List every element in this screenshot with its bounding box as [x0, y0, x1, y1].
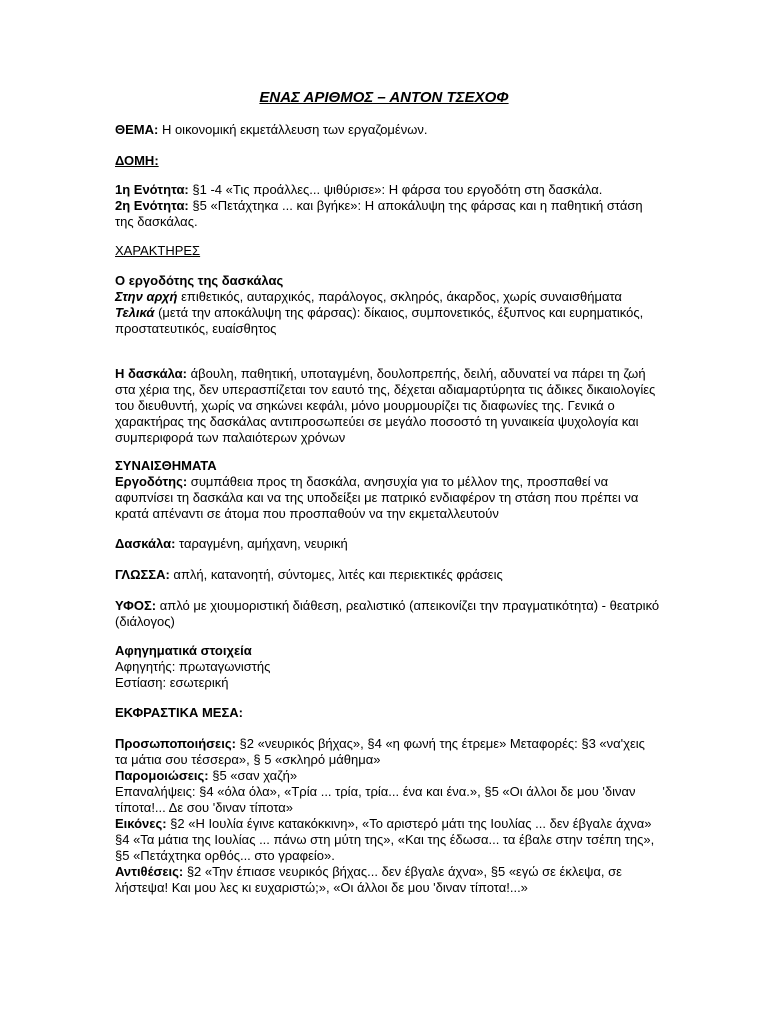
- feelings-teacher: [115, 536, 660, 552]
- devices-antitheses: [115, 864, 660, 896]
- employer-end-text: (μετά την αποκάλυψη της φάρσας): δίκαιος, συμπονετικός, έξυπνος και ευρηματικός, προστατευτικός, ευαίσθητος: [115, 305, 644, 336]
- teacher-character-text: άβουλη, παθητική, υποταγμένη, δουλοπρεπής, δειλή, αδυνατεί να πάρει τη ζωή στα χέρια της, δεν υπερασπίζεται τον εαυτό της, δέχεται αδιαμαρτύρητα τις άδικες δικαιολογίες του διευθυντή, χωρίς να σηκώνει κεφάλι, μόνο μουρμουρίζει τις διαφωνίες της. Γενικά ο χαρακτήρας της δασκάλας αντιπροσωπεύει σε μεγάλο ποσοστό τη γυναικεία ψυχολογία και συμπεριφορά των παλαιότερων χρόνων: [115, 366, 656, 445]
- characters-heading: ΧΑΡΑΚΤΗΡΕΣ: [115, 243, 201, 258]
- style-label: ΥΦΟΣ:: [115, 598, 157, 613]
- feelings-teacher-text: ταραγμένη, αμήχανη, νευρική: [175, 536, 348, 551]
- feelings-section: [115, 458, 660, 522]
- unit-1-text: §1 -4 «Τις προάλλες... ψιθύρισε»: Η φάρσα του εργοδότη στη δασκάλα.: [188, 182, 603, 197]
- theme-label: ΘΕΜΑ:: [115, 122, 159, 137]
- teacher-character-paragraph: [115, 366, 660, 446]
- similes-label: Παρομοιώσεις:: [115, 768, 209, 783]
- employer-section: [115, 273, 660, 337]
- devices-repetitions: Επαναλήψεις: §4 «όλα όλα», «Τρία ... τρία, τρία... ένα και ένα.», §5 «Οι άλλοι δε μου 'διναν τίποτα!... Δε σου 'διναν τίποτα»: [115, 784, 636, 815]
- unit-2: [115, 198, 660, 230]
- antitheses-text: §2 «Την έπιασε νευρικός βήχας... δεν έβγαλε άχνα», §5 «εγώ σε έκλεψα, σε λήστεψα! Και μου λες κι ευχαριστώ;», «Οι άλλοι δε μου 'διναν τίποτα!...»: [115, 864, 622, 895]
- antitheses-label: Αντιθέσεις:: [115, 864, 184, 879]
- employer-start-label: Στην αρχή: [115, 289, 178, 304]
- employer-end-label: Τελικά: [115, 305, 155, 320]
- narrative-section: [115, 643, 660, 691]
- style-paragraph: [115, 598, 660, 630]
- feelings-employer-text: συμπάθεια προς τη δασκάλα, ανησυχία για το μέλλον της, προσπαθεί να αφυπνίσει τη δασκάλα και να της υποδείξει με πατρικό ενδιαφέρον τη στάση που πρέπει να κρατά απέναντι σε άτομα που προσπαθούν να την εκμεταλλευτούν: [115, 474, 639, 521]
- images-text: §2 «Η Ιουλία έγινε κατακόκκινη», «Το αριστερό μάτι της Ιουλίας ... δεν έβγαλε άχνα» §4 «Τα μάτια της Ιουλίας ... πάνω στη μύτη της», «Και της έδωσα... τα έβαλε στην τσέπη της», §5 «Πετάχτηκα ορθός... στο γραφείο».: [115, 816, 655, 863]
- narrative-narrator: Αφηγητής: πρωταγωνιστής: [115, 659, 271, 674]
- narrative-heading: Αφηγηματικά στοιχεία: [115, 643, 252, 658]
- language-label: ΓΛΩΣΣΑ:: [115, 567, 170, 582]
- structure-units: [115, 182, 660, 230]
- employer-end: [115, 305, 660, 337]
- unit-2-label: 2η Ενότητα:: [115, 198, 189, 213]
- personification-label: Προσωποποιήσεις:: [115, 736, 236, 751]
- unit-2-text: §5 «Πετάχτηκα ... και βγήκε»: Η αποκάλυψη της φάρσας και η παθητική στάση της δασκάλας.: [115, 198, 643, 229]
- narrative-focus: Εστίαση: εσωτερική: [115, 675, 229, 690]
- document-title: ΕΝΑΣ ΑΡΙΘΜΟΣ – ΑΝΤΟΝ ΤΣΕΧΟΦ: [259, 89, 509, 106]
- images-label: Εικόνες:: [115, 816, 167, 831]
- style-text: απλό με χιουμοριστική διάθεση, ρεαλιστικό (απεικονίζει την πραγματικότητα) - θεατρικό (διάλογος): [115, 598, 660, 629]
- theme-text: Η οικονομική εκμετάλλευση των εργαζομένων.: [158, 122, 428, 137]
- unit-1-label: 1η Ενότητα:: [115, 182, 189, 197]
- theme-paragraph: [115, 122, 660, 138]
- personification-text: §2 «νευρικός βήχας», §4 «η φωνή της έτρεμε» Μεταφορές: §3 «να'χεις τα μάτια σου τέσσερα», § 5 «σκληρό μάθημα»: [115, 736, 645, 767]
- employer-start: [115, 289, 660, 305]
- feelings-employer-label: Εργοδότης:: [115, 474, 188, 489]
- language-paragraph: [115, 567, 660, 583]
- devices-heading: ΕΚΦΡΑΣΤΙΚΑ ΜΕΣΑ:: [115, 705, 243, 720]
- feelings-heading: ΣΥΝΑΙΣΘΗΜΑΤΑ: [115, 458, 217, 473]
- language-text: απλή, κατανοητή, σύντομες, λιτές και περιεκτικές φράσεις: [169, 567, 503, 582]
- devices-images: [115, 816, 660, 864]
- teacher-character-label: Η δασκάλα:: [115, 366, 187, 381]
- structure-heading: ΔΟΜΗ:: [115, 153, 159, 168]
- devices-section: [115, 736, 660, 896]
- feelings-employer: [115, 474, 660, 522]
- devices-personification: [115, 736, 660, 768]
- employer-heading: Ο εργοδότης της δασκάλας: [115, 273, 284, 288]
- devices-similes: [115, 768, 660, 784]
- unit-1: [115, 182, 660, 198]
- employer-start-text: επιθετικός, αυταρχικός, παράλογος, σκληρός, άκαρδος, χωρίς συναισθήματα: [177, 289, 622, 304]
- similes-text: §5 «σαν χαζή»: [208, 768, 298, 783]
- feelings-teacher-label: Δασκάλα:: [115, 536, 176, 551]
